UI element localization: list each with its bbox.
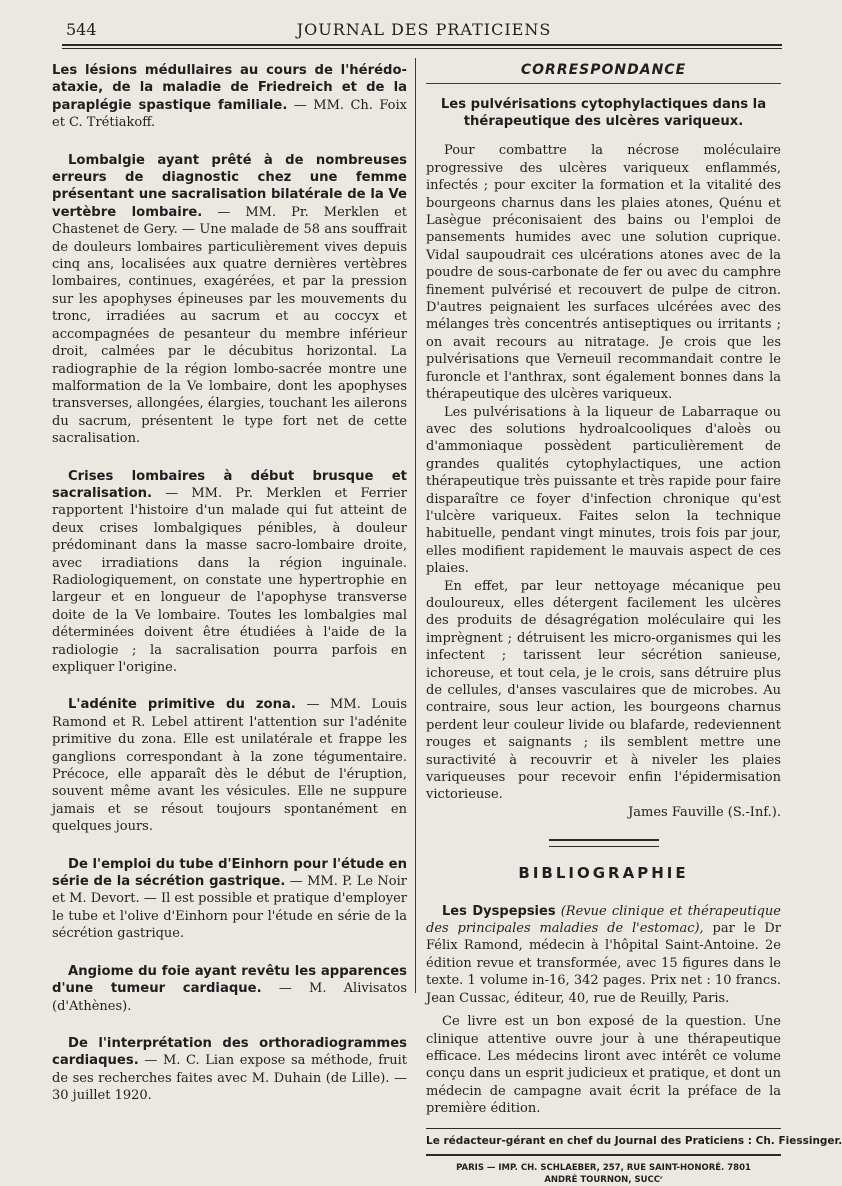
book-entry: [426, 903, 781, 1007]
article-body: — M. Alivisatos (d'Athènes).: [52, 981, 407, 1014]
imprint-editor: Le rédacteur-gérant en chef du Journal des Praticiens : Ch. Fiessinger.: [426, 1134, 842, 1147]
article-title: Crises lombaires à début brusque et sacralisation.: [52, 468, 407, 501]
imprint-printer-line: ANDRÉ TOURNON, SUCCʳ: [544, 1174, 663, 1185]
article-title: De l'emploi du tube d'Einhorn pour l'étude en série de la sécrétion gastrique.: [52, 856, 407, 890]
article-title: Lombalgie ayant prêté à de nombreuses erreurs de diagnostic chez une femme présentant une sacralisation bilatérale de la Ve vertèbre lombaire.: [52, 152, 407, 220]
article-crises-lombaires: [52, 468, 407, 677]
ornamental-divider: [549, 839, 659, 847]
letter-paragraph: En effet, par leur nettoyage mécanique peu douloureux, elles détergent facilement les ulcères des produits de désagrégation moléculaire qui les imprègnent ; détruisent les micro-organismes qui les infectent ; tarissent leur sécrétion sanieuse, ichoreuse, et tout cela, je le crois, sans détruire plus de cellules, d'anses vasculaires que de microbes. Au contraire, sous leur action, les bourgeons charnus perdent leur couleur livide ou blafarde, redeviennent rouges et saignants ; ils semblent mettre une suractivité à recouvrir et à niveler les plaies variqueuses pour recevoir enfin l'épidermisation victorieuse.: [426, 578, 781, 803]
letter-subtitle: Les pulvérisations cytophylactiques dans la thérapeutique des ulcères variqueux.: [440, 97, 767, 130]
imprint-printer-line: PARIS — IMP. CH. SCHLAEBER, 257, RUE SAINT-HONORÉ. 7801: [456, 1162, 751, 1173]
letter-paragraph: Pour combattre la nécrose moléculaire progressive des ulcères variqueux enflammés, infectés ; pour exciter la formation et la vitalité des bourgeons charnus dans les plaies atones, Quénu et Lasègue préconisaient des bains ou l'emploi de pansements humides avec une solution cuprique. Vidal saupoudrait ces ulcérations atones avec de la poudre de sous-carbonate de fer ou avec du camphre finement pulvérisé et recouvert de pulpe de citron. D'autres peignaient les surfaces ulcérées avec des mélanges très concentrés antiseptiques ou irritants ; on avait recours au nitratage. Je crois que les pulvérisations que Verneuil recommandait contre le furoncle et l'anthrax, sont également bonnes dans la thérapeutique des ulcères variqueux.: [426, 143, 781, 403]
article-title: L'adénite primitive du zona.: [68, 697, 296, 713]
book-title: Les Dyspepsies: [442, 903, 556, 919]
book-review: Ce livre est un bon exposé de la question. Une clinique attentive ouvre jour à une thérapeutique efficace. Les médecins liront avec intérêt ce volume conçu dans un esprit judicieux et pratique, et dont un médecin de campagne avait écrit la préface de la première édition.: [426, 1014, 781, 1117]
article-body: — MM. Pr. Merklen et Chastenet de Gery. — Une malade de 58 ans souffrait de douleurs lombaires particulièrement vives depuis cinq ans, localisées aux quatre dernières vertèbres lombaires, continues, exagérées, et par la pression sur les apophyses épineuses par les mouvements du tronc, irradiées au sacrum et au coccyx et accompagnées de pesanteur du membre inférieur droit, calmées par le décubitus horizontal. La radiographie de la région lombo-sacrée montre une malformation de la Ve lombaire, dont les apophyses transverses, allongées, élargies, touchant les ailerons du sacrum, présentent le type fort net de cette sacralisation.: [52, 204, 407, 447]
right-column: [426, 62, 842, 1186]
article-tube-einhorn: [52, 856, 407, 943]
column-divider: [415, 58, 416, 993]
imprint-rule-thick: [426, 1154, 781, 1156]
article-title: Angiome du foie ayant revêtu les apparences d'une tumeur cardiaque.: [52, 963, 407, 997]
imprint-rule: [426, 1128, 781, 1129]
imprint-printer: [426, 1162, 781, 1186]
letter-paragraph: Les pulvérisations à la liqueur de Labarraque ou avec des solutions hydroalcooliques d'aloès ou d'ammoniaque possèdent particulièrement de grandes qualités cytophylactiques, une action thérapeutique très puissante et très rapide pour faire disparaître ce foyer d'infection chronique qu'est l'ulcère variqueux. Faites selon la technique habituelle, pendant vingt minutes, trois fois par jour, elles modifient rapidement le mauvais aspect de ces plaies.: [426, 404, 781, 577]
header-rule-thin: [62, 48, 782, 49]
article-title: De l'interprétation des orthoradiogrammes cardiaques.: [52, 1035, 407, 1069]
letter-body: [426, 142, 781, 803]
book-subtitle: (Revue clinique et thérapeutique des principales maladies de l'estomac),: [426, 903, 781, 937]
article-orthoradiogrammes: [52, 1035, 407, 1105]
page-header: [66, 18, 782, 44]
left-column: [52, 62, 407, 1125]
article-adenite-zona: [52, 696, 407, 835]
article-angiome-foie: [52, 963, 407, 1015]
section-title-bibliographie: BIBLIOGRAPHIE: [518, 864, 689, 883]
section-rule: [426, 83, 781, 84]
article-body: — M. C. Lian expose sa méthode, fruit de ses recherches faites avec M. Duhain (de Lille). — 30 juillet 1920.: [52, 1053, 407, 1104]
article-body: — MM. P. Le Noir et M. Devort. — Il est possible et pratique d'employer le tube et l'olive d'Einhorn pour l'étude en série de la sécrétion gastrique.: [52, 874, 407, 942]
article-lesions-medullaires: [52, 62, 407, 132]
page-number: 544: [66, 20, 97, 39]
article-body: — MM. Pr. Merklen et Ferrier rapportent l'histoire d'un malade qui fut atteint de deux crises lombalgiques pénibles, à douleur prédominant dans la masse sacro-lombaire droite, avec irradiations dans la région inguinale. Radiologiquement, on constate une hypertrophie en largeur et en longueur de l'apophyse transverse doite de la Ve lombaire. Toutes les lombalgies mal déterminées doivent être étudiées à l'aide de la radiologie ; la sacralisation pourra parfois en expliquer l'origine.: [52, 485, 407, 675]
journal-title: JOURNAL DES PRATICIENS: [296, 20, 552, 39]
book-details: par le Dr Félix Ramond, médecin à l'hôpital Saint-Antoine. 2e édition revue et transformée, avec 15 figures dans le texte. 1 volume in-16, 342 pages. Prix net : 10 francs. Jean Cussac, éditeur, 40, rue de Reuilly, Paris.: [426, 921, 781, 1006]
letter-signature: James Fauville (S.-Inf.).: [628, 804, 781, 820]
article-title: Les lésions médullaires au cours de l'hérédo-ataxie, de la maladie de Friedreich et de la paraplégie spastique familiale.: [52, 63, 407, 113]
article-body: — MM. Ch. Foix et C. Trétiakoff.: [52, 97, 407, 131]
article-body: — MM. Louis Ramond et R. Lebel attirent l'attention sur l'adénite primitive du zona. Elle est unilatérale et frappe les ganglions correspondant à la zone tégumentaire. Précoce, elle apparaît dès le début de l'éruption, souvent même avant les vésicules. Elle ne suppure jamais et se résout toujours spontanément en quelques jours.: [52, 697, 407, 835]
header-rule: [62, 44, 782, 46]
section-title-correspondance: CORRESPONDANCE: [520, 62, 687, 78]
article-lombalgie: [52, 152, 407, 448]
